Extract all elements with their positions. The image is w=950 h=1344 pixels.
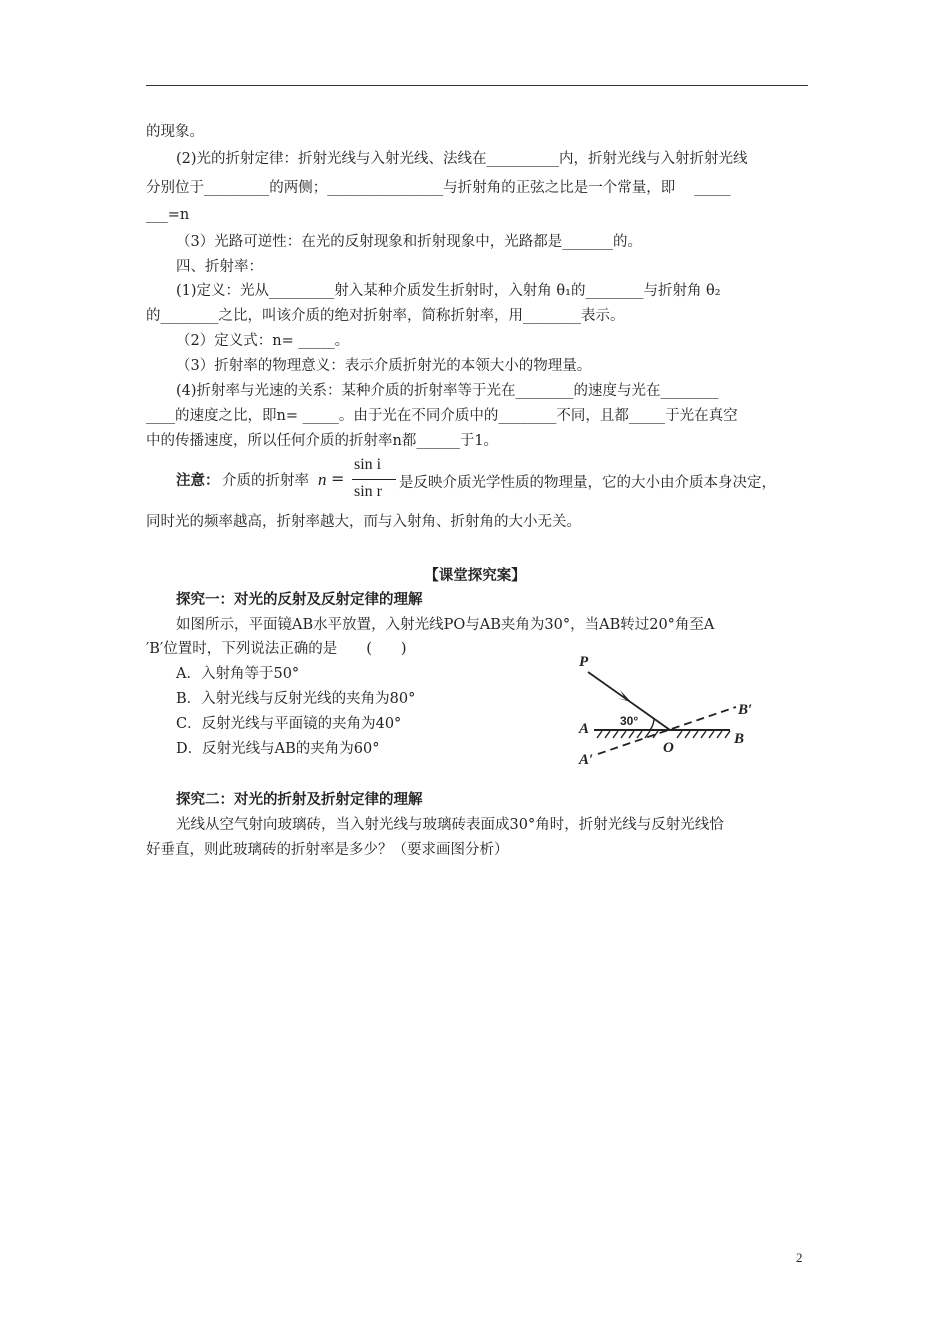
text-line: (1)定义：光从_________射入某种介质发生折射时，入射角 θ₁的________与折射角 θ₂ <box>176 283 721 299</box>
text-line: (4)折射率与光速的关系：某种介质的折射率等于光在________的速度与光在________ <box>176 383 719 399</box>
label-p: P <box>579 654 589 670</box>
label-a-prime: A′ <box>579 752 594 768</box>
text-line: ____的速度之比，即n= _____。由于光在不同介质中的________不同，且都_____于光在真空 <box>146 408 738 424</box>
text-line: （2）定义式：n= _____。 <box>176 333 350 349</box>
label-o: O <box>663 740 674 756</box>
option-c: C．反射光线与平面镜的夹角为40° <box>176 716 402 732</box>
text-line: （3）光路可逆性：在光的反射现象和折射现象中，光路都是_______的。 <box>176 234 642 250</box>
section-title: 【课堂探究案】 <box>424 567 526 584</box>
note-label: 注意： <box>176 472 220 489</box>
section-heading: 四、折射率： <box>176 259 263 275</box>
label-b: B <box>734 731 745 747</box>
formula-n: n <box>318 470 327 489</box>
text-line: 分别位于_________的两侧；________________与折射角的正弦之比是一个常量，即 _____ <box>146 180 731 196</box>
text-line: ___=n <box>146 207 190 223</box>
refractive-index-formula <box>318 456 396 506</box>
label-a: A <box>579 721 590 737</box>
label-b-prime: B′ <box>738 702 753 718</box>
angle-arc <box>650 719 654 730</box>
fraction-bar <box>352 479 396 480</box>
inquiry1-question-line1: 如图所示，平面镜AB水平放置，入射光线PO与AB夹角为30°，当AB转过20°角至A <box>176 617 715 633</box>
page-number: 2 <box>796 1250 803 1265</box>
formula-denominator: sin r <box>354 483 382 500</box>
inquiry2-title: 探究二：对光的折射及折射定律的理解 <box>176 791 423 808</box>
text-line: 的________之比，叫该介质的绝对折射率，简称折射率，用________表示。 <box>146 308 625 324</box>
inquiry1-title: 探究一：对光的反射及反射定律的理解 <box>176 591 423 608</box>
label-angle: 30° <box>620 714 639 728</box>
formula-numerator: sin i <box>354 456 382 473</box>
note-line-2: 同时光的频率越高，折射率越大，而与入射角、折射角的大小无关。 <box>146 514 581 530</box>
note-prefix: 介质的折射率 <box>222 473 309 489</box>
mirror-diagram <box>574 650 774 770</box>
option-b: B．入射光线与反射光线的夹角为80° <box>176 691 416 707</box>
note-suffix: 是反映介质光学性质的物理量，它的大小由介质本身决定， <box>399 475 776 491</box>
inquiry2-question-line1: 光线从空气射向玻璃砖，当入射光线与玻璃砖表面成30°角时，折射光线与反射光线恰 <box>176 817 724 833</box>
text-line: （3）折射率的物理意义：表示介质折射光的本领大小的物理量。 <box>176 358 592 374</box>
option-d: D．反射光线与AB的夹角为60° <box>176 741 380 757</box>
header-rule <box>146 85 808 86</box>
inquiry1-question-line2: ′B′位置时，下列说法正确的是 ( ) <box>146 641 407 657</box>
formula-equals: = <box>331 469 345 488</box>
option-a: A．入射角等于50° <box>176 666 300 682</box>
text-line: 中的传播速度，所以任何介质的折射率n都______于1。 <box>146 433 499 449</box>
inquiry2-question-line2: 好垂直，则此玻璃砖的折射率是多少？（要求画图分析） <box>146 842 509 858</box>
text-line: 的现象。 <box>146 124 204 140</box>
text-line: (2)光的折射定律：折射光线与入射光线、法线在__________内，折射光线与入射折射光线 <box>176 151 748 167</box>
ray-arrow-icon <box>617 690 631 702</box>
